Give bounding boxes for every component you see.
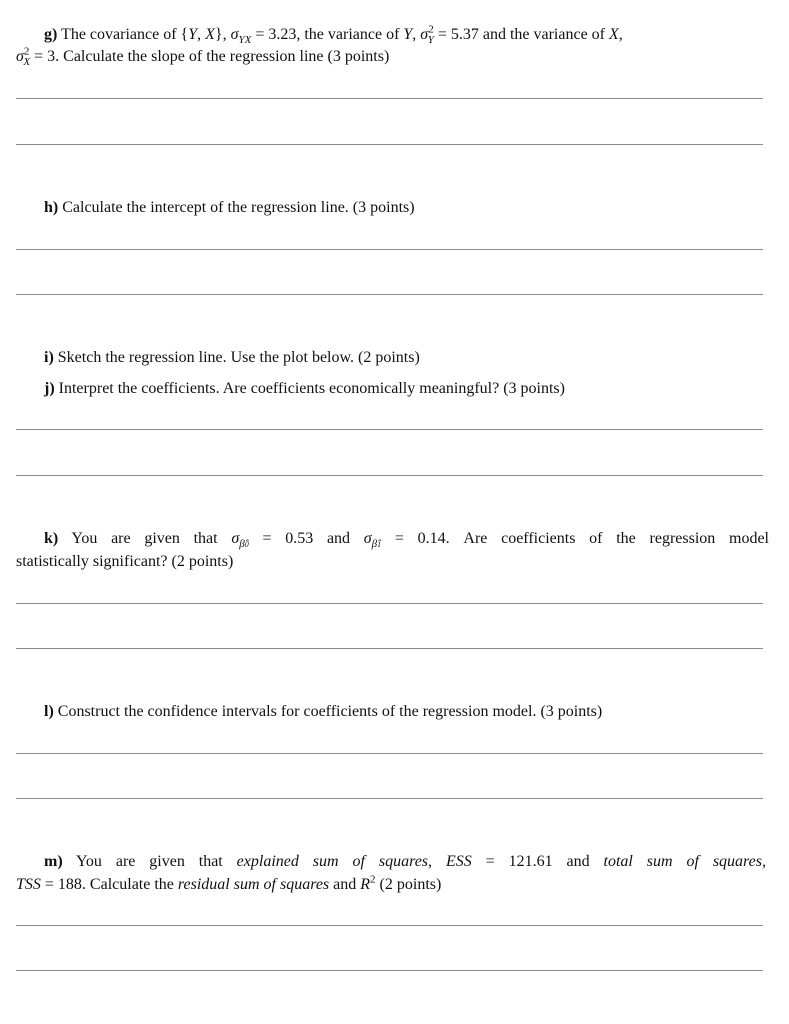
answer-line [16,970,763,971]
question-m: m) You are given that explained sum of squares, ESS = 121.61 and total sum of squares, [44,853,767,870]
question-k-letter: k) [44,530,59,547]
answer-line [16,294,763,295]
question-i-letter: i) [44,349,54,366]
answer-line [16,144,763,145]
question-j: j) Interpret the coefficients. Are coefficients economically meaningful? (3 points) [44,380,565,397]
question-g-letter: g) [44,26,58,43]
question-g-line2: $\sigma^2_X = 3$. Calculate the slope of the regression line (3 points) [16,45,390,69]
question-m-line2: TSS = 188. Calculate the residual sum of squares and $R^2$ (2 points) [16,873,442,893]
question-l-letter: l) [44,703,54,720]
question-m-letter: m) [44,853,63,870]
answer-line [16,798,763,799]
question-k: k) You are given that $\sigma_{\betâ0} = 0.53$ and $\sigma_{\betâ1} = 0.14$. Are coefficients of the regression model [44,530,769,551]
question-k-line2: statistically significant? (2 points) [16,553,234,570]
answer-line [16,249,763,250]
answer-line [16,925,763,926]
answer-line [16,753,763,754]
question-i: i) Sketch the regression line. Use the plot below. (2 points) [44,349,420,366]
question-h-letter: h) [44,199,59,216]
answer-line [16,475,763,476]
question-g: g) The covariance of {Y, X}, $\sigma_{YX} = 3.23$, the variance of Y, $\sigma^2_Y = 5.37$ and the variance of X, [44,23,623,47]
question-l: l) Construct the confidence intervals for coefficients of the regression model. (3 points) [44,703,603,720]
question-j-letter: j) [44,380,55,397]
answer-line [16,648,763,649]
answer-line [16,429,763,430]
answer-line [16,603,763,604]
answer-line [16,98,763,99]
question-h: h) Calculate the intercept of the regression line. (3 points) [44,199,415,216]
